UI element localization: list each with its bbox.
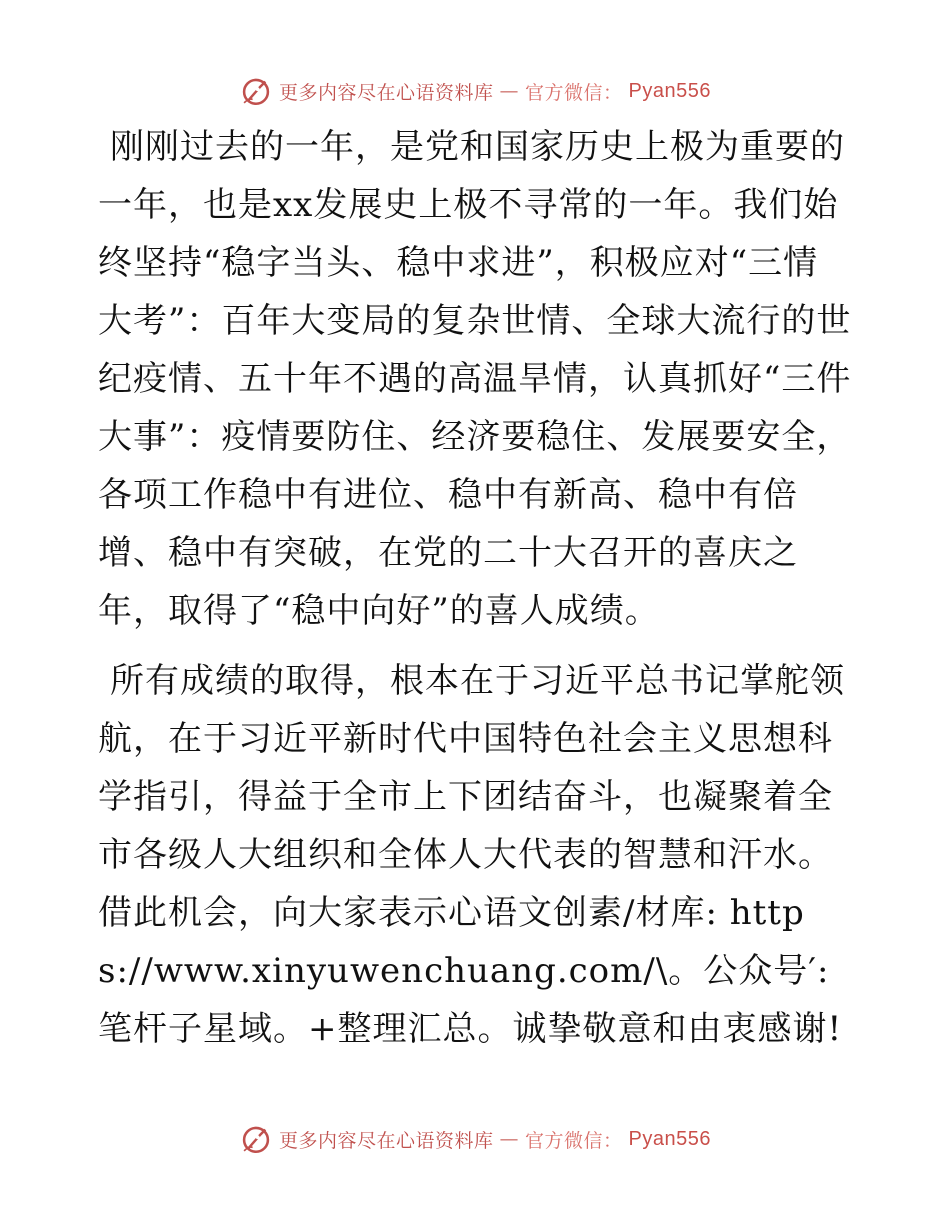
watermark-separator: — [499,80,520,102]
watermark-wechat-id: Pyan556 [628,1127,711,1150]
document-body [98,118,852,1058]
watermark-wechat-id: Pyan556 [628,79,711,102]
watermark-text: 更多内容尽在心语资料库 [279,1129,494,1152]
watermark-wechat-label: 官方微信： [525,81,623,104]
paragraph-2: 所有成绩的取得，根本在于习近平总书记掌舵领航，在于习近平新时代中国特色社会主义思想科学指引，得益于全市上下团结奋斗，也凝聚着全市各级人大组织和全体人大代表的智慧和汗水。借此机会，向大家表示心语文创素/材库: https://www.xinyuwenchuang.com/\。公众号′: 笔杆子星域。+整理汇总。诚挚敬意和由衷感谢! [98,661,845,1049]
pen-nib-logo-icon [239,74,273,108]
header-watermark [0,74,950,108]
pen-nib-logo-icon [239,1122,273,1156]
footer-watermark [0,1122,950,1156]
paragraph-1: 刚刚过去的一年，是党和国家历史上极为重要的一年，也是xx发展史上极不寻常的一年。我们始终坚持“稳字当头、稳中求进”，积极应对“三情大考”：百年大变局的复杂世情、全球大流行的世纪疫情、五十年不遇的高温旱情，认真抓好“三件大事”：疫情要防住、经济要稳住、发展要安全，各项工作稳中有进位、稳中有新高、稳中有倍增、稳中有突破，在党的二十大召开的喜庆之年，取得了“稳中向好”的喜人成绩。 [98,127,852,631]
watermark-separator: — [499,1128,520,1150]
watermark-text: 更多内容尽在心语资料库 [279,81,494,104]
watermark-wechat-label: 官方微信： [525,1129,623,1152]
